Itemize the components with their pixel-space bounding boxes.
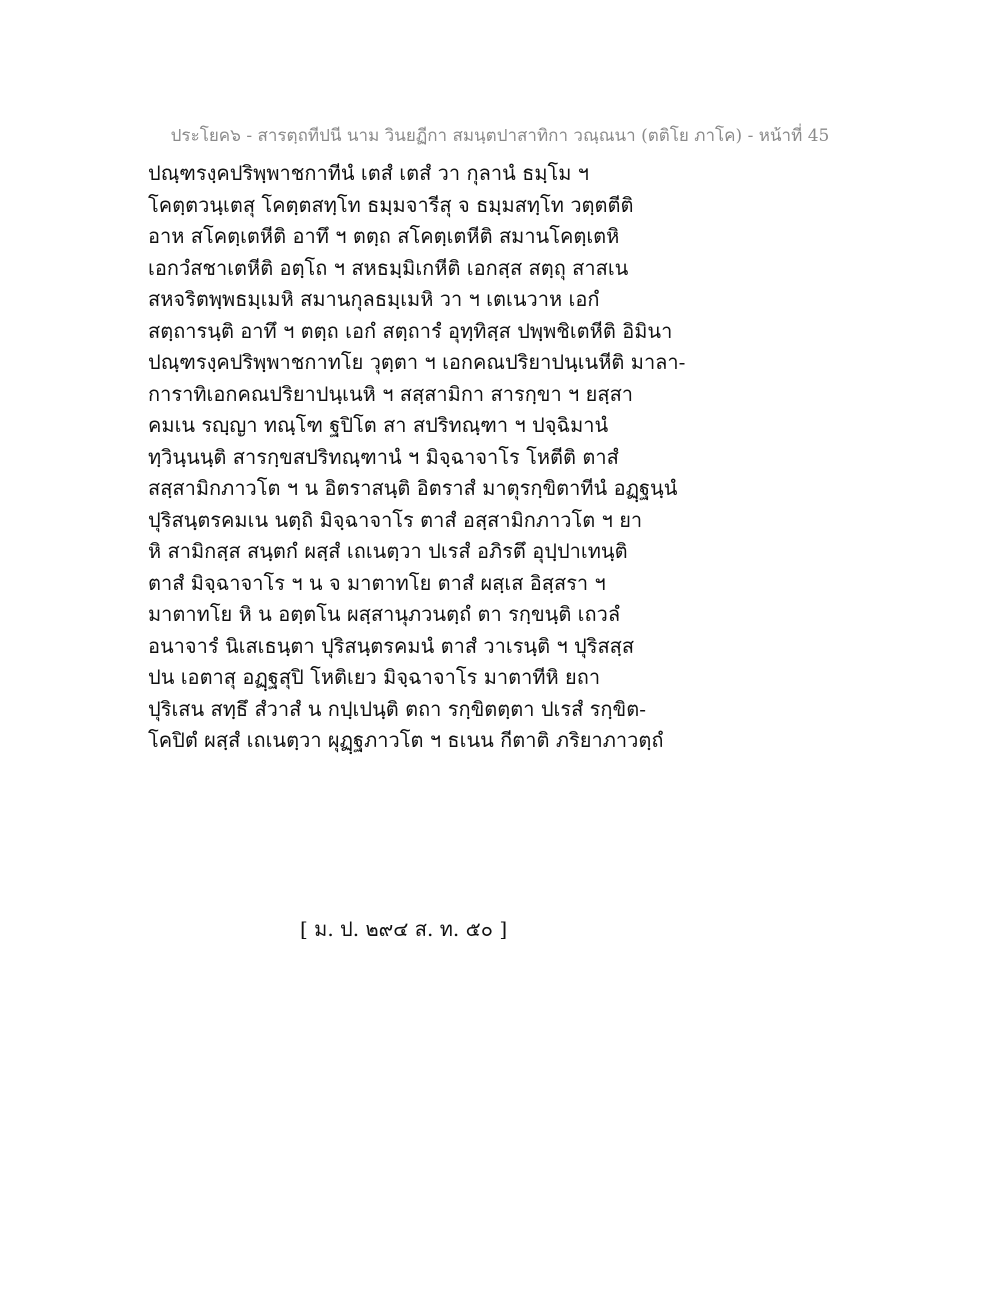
text-line-1: ปณฺฑรงฺคปริพฺพาชกาทีนํ เตสํ เตสํ วา กุลานํ ธมฺโม ฯ <box>148 161 590 185</box>
text-line-14: ตาสํ มิจฺฉาจาโร ฯ น จ มาตาทโย ตาสํ ผสฺเส อิสฺสรา ฯ <box>148 570 606 595</box>
page-reference: [ ม. ป. ๒๙๔ ส. ท. ๕๐ ] <box>300 917 508 941</box>
text-line-19: โคปิตํ ผสฺสํ เถเนตฺวา ผุฏฺฐภาวโต ฯ ธเนน กีตาติ ภริยาภาวตฺถํ <box>148 728 664 752</box>
text-line-2: โคตฺตวนฺเตสุ โคตฺตสทฺโท ธมฺมจารีสุ จ ธมฺมสทฺโท วตฺตตีติ <box>148 192 634 217</box>
text-line-15: มาตาทโย หิ น อตฺตโน ผสฺสานุภวนตฺถํ ตา รกฺขนฺติ เถวลํ <box>148 602 621 626</box>
text-line-10: ทฺวินฺนนฺติ สารกฺขสปริทณฺฑานํ ฯ มิจฺฉาจาโร โหตีติ ตาสํ <box>148 444 619 469</box>
text-line-4: เอกวํสชาเตหีติ อตฺโถ ฯ สหธมฺมิเกหีติ เอกสฺส สตฺถุ สาสเน <box>148 255 629 280</box>
text-line-18: ปุริเสน สทฺธึ สํวาสํ น กปฺเปนฺติ ตถา รกฺขิตตฺตา ปเรสํ รกฺขิต- <box>148 696 646 721</box>
text-line-12: ปุริสนฺตรคมเน นตฺถิ มิจฺฉาจาโร ตาสํ อสฺสามิกภาวโต ฯ ยา <box>148 507 643 532</box>
page-header-text: ประโยค๖ - สารตฺถทีปนี นาม วินยฏีกา สมนฺตปาสาทิกา วณฺณนา (ตติโย ภาโค) - หน้าที่ 45 <box>170 126 830 146</box>
text-line-3: อาห สโคตฺเตหีติ อาทึ ฯ ตตฺถ สโคตฺเตหีติ สมานโคตฺเตหิ <box>148 224 620 248</box>
text-line-17: ปน เอตาสุ อฏฺฐสุปิ โหติเยว มิจฺฉาจาโร มาตาทีหิ ยถา <box>148 665 601 689</box>
text-line-8: การาทิเอกคณปริยาปนฺเนหิ ฯ สสฺสามิกา สารกฺขา ฯ ยสฺสา <box>148 381 634 406</box>
text-line-16: อนาจารํ นิเสเธนฺตา ปุริสนฺตรคมนํ ตาสํ วาเรนฺติ ฯ ปุริสสฺส <box>148 633 635 658</box>
page-header <box>0 122 1000 149</box>
text-line-6: สตฺถารนฺติ อาทึ ฯ ตตฺถ เอกํ สตฺถารํ อุทฺทิสฺส ปพฺพชิเตหีติ อิมินา <box>148 318 673 343</box>
text-line-5: สหจริตพฺพธมฺเมหิ สมานกุลธมฺเมหิ วา ฯ เตเนวาห เอกํ <box>148 287 600 311</box>
text-line-11: สสฺสามิกภาวโต ฯ น อิตราสนฺติ อิตราสํ มาตุรกฺขิตาทีนํ อฏฺฐนฺนํ <box>148 476 678 500</box>
text-line-7: ปณฺฑรงฺคปริพฺพาชกาทโย วุตฺตา ฯ เอกคณปริยาปนฺเนหีติ มาลา- <box>148 350 686 374</box>
body-text <box>148 158 688 757</box>
text-line-9: คมเน รญฺญา ทณฺโฑ ฐปิโต สา สปริทณฺฑา ฯ ปจฺฉิมานํ <box>148 413 609 437</box>
text-line-13: หิ สามิกสฺส สนฺตกํ ผสฺสํ เถเนตฺวา ปเรสํ อภิรตึ อุปฺปาเทนฺติ <box>148 539 628 563</box>
